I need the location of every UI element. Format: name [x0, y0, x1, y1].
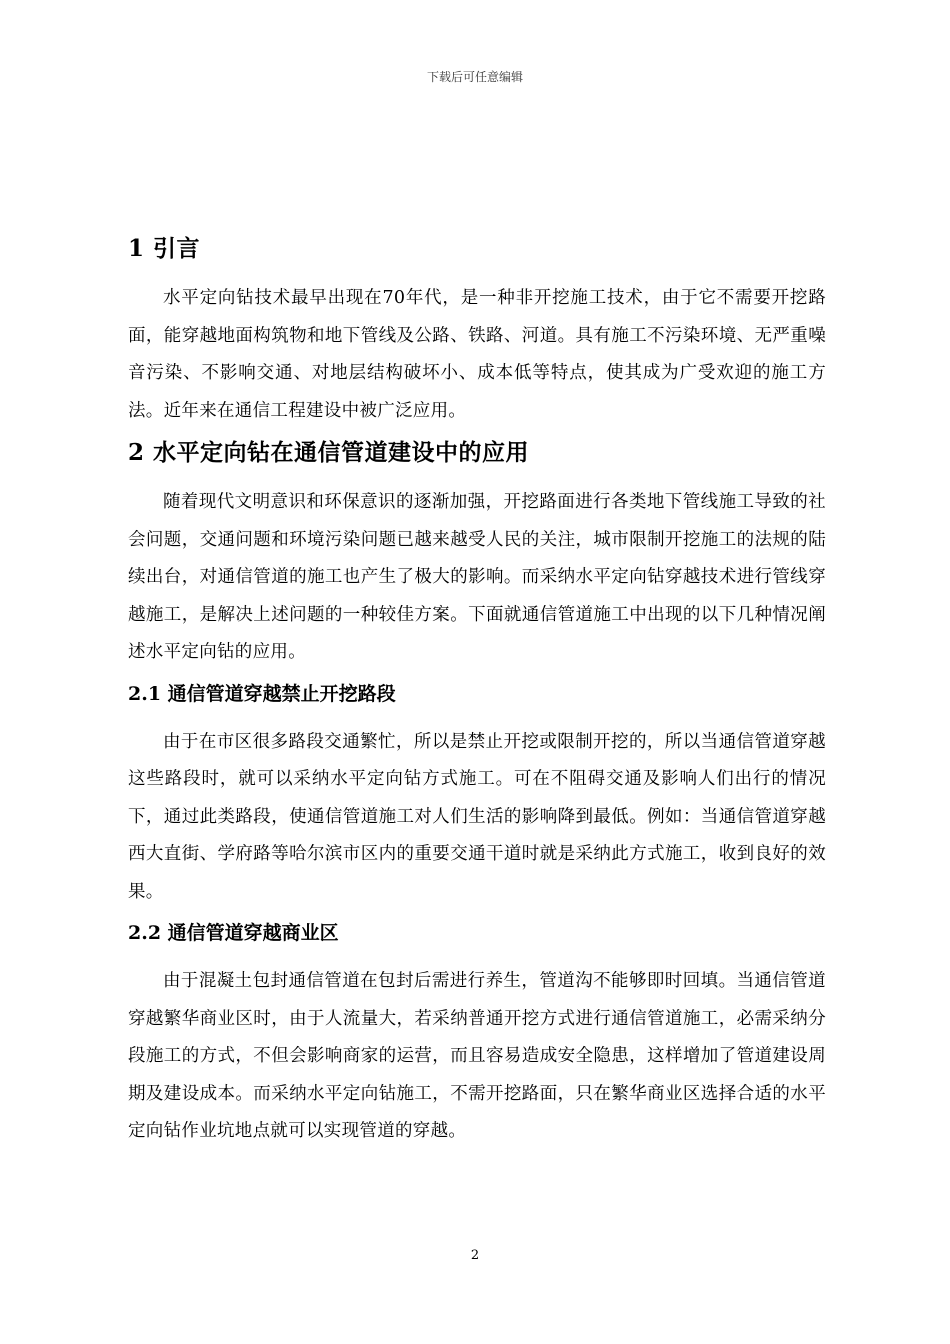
paragraph-application: 随着现代文明意识和环保意识的逐渐加强，开挖路面进行各类地下管线施工导致的社会问题，交通问题和环境污染问题已越来越受人民的关注，城市限制开挖施工的法规的陆续出台，对通信管道的施工也产生了极大的影响。而采纳水平定向钻穿越技术进行管线穿越施工，是解决上述问题的一种较佳方案。下面就通信管道施工中出现的以下几种情况阐述水平定向钻的应用。	[128, 492, 826, 662]
paragraph-restricted-roads: 由于在市区很多路段交通繁忙，所以是禁止开挖或限制开挖的，所以当通信管道穿越这些路段时，就可以采纳水平定向钻方式施工。可在不阻碍交通及影响人们出行的情况下，通过此类路段，使通信管道施工对人们生活的影响降到最低。例如：当通信管道穿越西大直街、学府路等哈尔滨市区内的重要交通干道时就是采纳此方式施工，收到良好的效果。	[128, 731, 826, 902]
document-body	[128, 226, 826, 1157]
section-heading-introduction: 1 引言	[128, 235, 201, 262]
subsection-heading-commercial-area: 2.2 通信管道穿越商业区	[128, 922, 339, 944]
paragraph-introduction: 水平定向钻技术最早出现在70年代，是一种非开挖施工技术，由于它不需要开挖路面，能穿越地面构筑物和地下管线及公路、铁路、河道。具有施工不污染环境、无严重噪音污染、不影响交通、对地层结构破坏小、成本低等特点，使其成为广受欢迎的施工方法。近年来在通信工程建设中被广泛应用。	[128, 288, 826, 421]
subsection-heading-restricted-roads: 2.1 通信管道穿越禁止开挖路段	[128, 682, 396, 705]
page-number: 2	[470, 1248, 480, 1263]
page-header: 下载后可任意编辑	[426, 70, 523, 84]
section-heading-application: 2 水平定向钻在通信管道建设中的应用	[128, 439, 530, 466]
paragraph-commercial-area: 由于混凝土包封通信管道在包封后需进行养生，管道沟不能够即时回填。当通信管道穿越繁华商业区时，由于人流量大，若采纳普通开挖方式进行通信管道施工，必需采纳分段施工的方式，不但会影响商家的运营，而且容易造成安全隐患，这样增加了管道建设周期及建设成本。而采纳水平定向钻施工，不需开挖路面，只在繁华商业区选择合适的水平定向钻作业坑地点就可以实现管道的穿越。	[128, 971, 826, 1141]
